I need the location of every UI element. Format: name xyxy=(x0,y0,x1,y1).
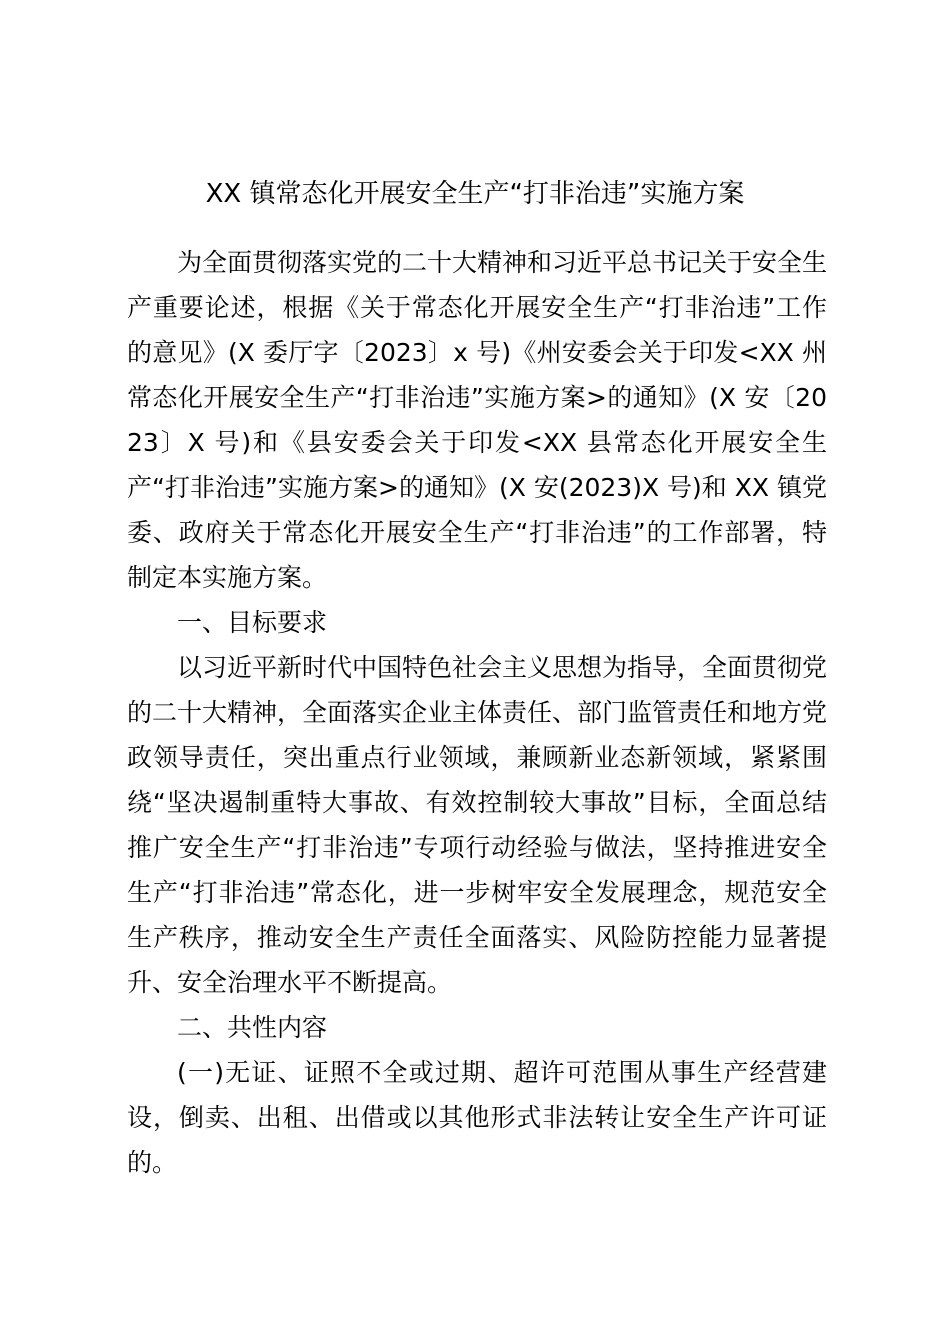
section-heading-goals: 一、目标要求 xyxy=(177,608,328,637)
goals-paragraph: 以习近平新时代中国特色社会主义思想为指导，全面贯彻党的二十大精神，全面落实企业主体责任、部门监管责任和地方党政领导责任，突出重点行业领域，兼顾新业态新领域，紧紧围绕“坚决遏制重特大事故、有效控制较大事故”目标，全面总结推广安全生产“打非治违”专项行动经验与做法，坚持推进安全生产“打非治违”常态化，进一步树牢安全发展理念，规范安全生产秩序，推动安全生产责任全面落实、风险防控能力显著提升、安全治理水平不断提高。 xyxy=(127,653,828,997)
common-content-item-1: (一)无证、证照不全或过期、超许可范围从事生产经营建设，倒卖、出租、出借或以其他形式非法转让安全生产许可证的。 xyxy=(127,1058,827,1177)
document-title: XX 镇常态化开展安全生产“打非治违”实施方案 xyxy=(205,179,745,209)
intro-paragraph: 为全面贯彻落实党的二十大精神和习近平总书记关于安全生产重要论述，根据《关于常态化开展安全生产“打非治违”工作的意见》(X 委厅字〔2023〕x 号)《州安委会关于印发<XX 州常态化开展安全生产“打非治违”实施方案>的通知》(X 安〔2023〕X 号)和《县安委会关于印发<XX 县常态化开展安全生产“打非治违”实施方案>的通知》(X 安(2023)X 号)和 XX 镇党委、政府关于常态化开展安全生产“打非治违”的工作部署，特制定本实施方案。 xyxy=(127,248,828,592)
section-heading-common-content: 二、共性内容 xyxy=(177,1013,328,1042)
document-body xyxy=(127,240,827,1185)
